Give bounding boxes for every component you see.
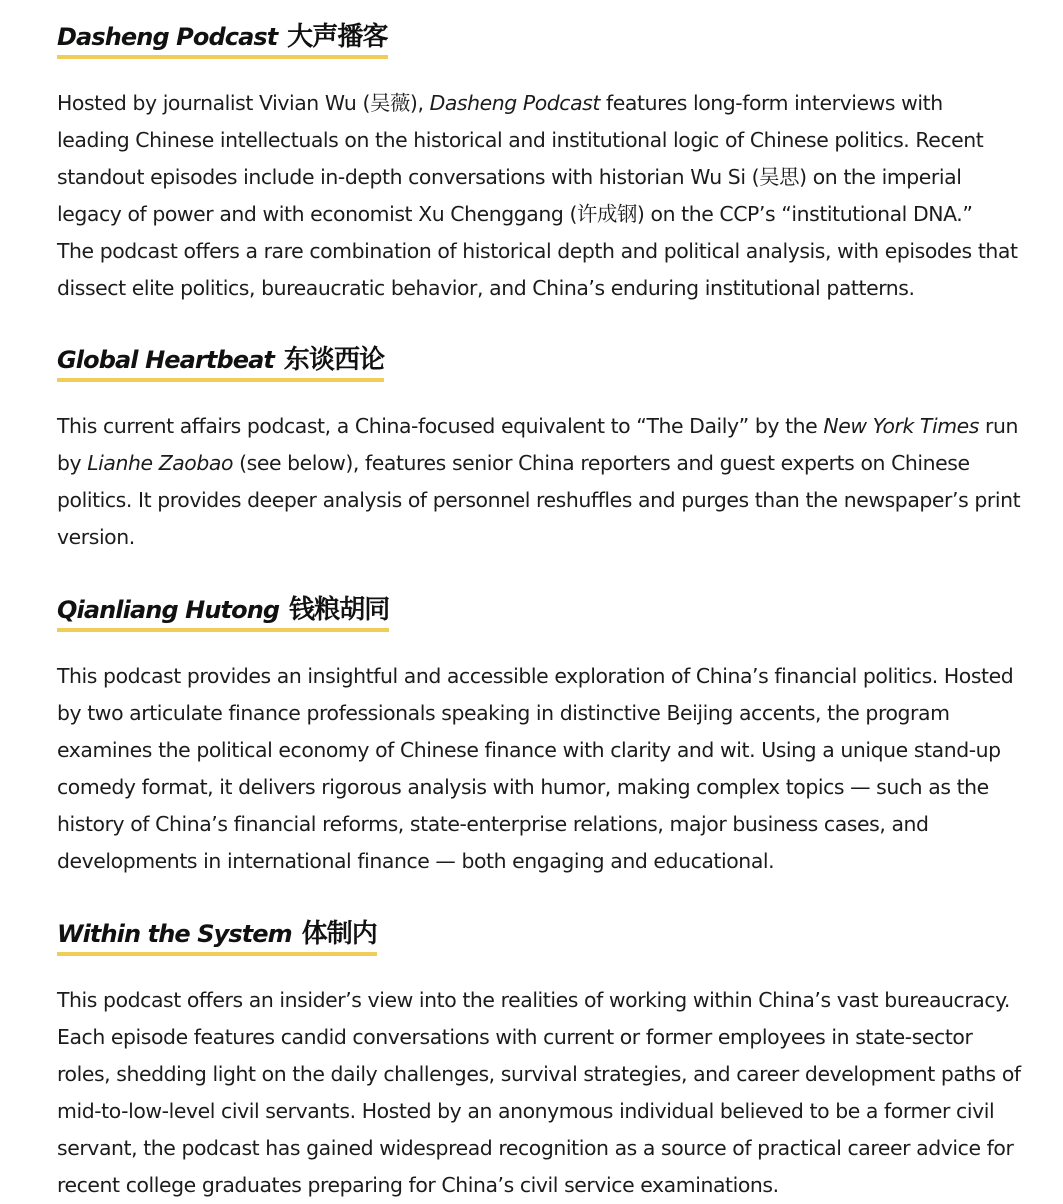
paragraph-line: examines the political economy of Chinese finance with clarity and wit. Using a unique stand-up xyxy=(57,738,1001,762)
section-heading xyxy=(57,20,388,59)
heading-title-en: Global Heartbeat xyxy=(57,346,274,374)
section-paragraph xyxy=(57,982,1043,1204)
paragraph-line: recent college graduates preparing for China’s civil service examinations. xyxy=(57,1173,779,1197)
heading-title-en: Dasheng Podcast xyxy=(57,23,278,51)
paragraph-line: This podcast offers an insider’s view into the realities of working within China’s vast bureaucracy. xyxy=(57,988,1010,1012)
paragraph-line: developments in international finance — both engaging and educational. xyxy=(57,849,775,873)
paragraph-line: Each episode features candid conversations with current or former employees in state-sector xyxy=(57,1025,973,1049)
heading-title-en: Within the System xyxy=(57,920,292,948)
publication-name-italic: New York Times xyxy=(823,414,979,438)
podcast-section-dasheng xyxy=(57,0,1043,307)
section-heading xyxy=(57,593,389,632)
podcast-name-italic: Dasheng Podcast xyxy=(429,91,600,115)
publication-name-italic: Lianhe Zaobao xyxy=(87,451,234,475)
paragraph-line: The podcast offers a rare combination of historical depth and political analysis, with episodes that xyxy=(57,239,1018,263)
paragraph-line: servant, the podcast has gained widespread recognition as a source of practical career advice for xyxy=(57,1136,1014,1160)
paragraph-line: politics. It provides deeper analysis of personnel reshuffles and purges than the newspaper’s print xyxy=(57,488,1021,512)
paragraph-line: dissect elite politics, bureaucratic behavior, and China’s enduring institutional patterns. xyxy=(57,276,915,300)
heading-title-en: Qianliang Hutong xyxy=(57,596,280,624)
paragraph-line: history of China’s financial reforms, state-enterprise relations, major business cases, and xyxy=(57,812,929,836)
paragraph-line: Hosted by journalist Vivian Wu (吴薇), Dasheng Podcast features long-form interviews with xyxy=(57,91,943,115)
podcast-section-qianliang-hutong xyxy=(57,556,1043,880)
paragraph-line: This current affairs podcast, a China-focused equivalent to “The Daily” by the New York Times run xyxy=(57,414,1019,438)
paragraph-line: standout episodes include in-depth conversations with historian Wu Si (吴思) on the imperial xyxy=(57,165,962,189)
section-heading xyxy=(57,343,384,382)
heading-title-zh: 大声播客 xyxy=(287,22,388,52)
paragraph-line: This podcast provides an insightful and accessible exploration of China’s financial politics. Hosted xyxy=(57,664,1014,688)
paragraph-line: leading Chinese intellectuals on the historical and institutional logic of Chinese politics. Recent xyxy=(57,128,984,152)
paragraph-line: version. xyxy=(57,525,135,549)
paragraph-line: by Lianhe Zaobao (see below), features senior China reporters and guest experts on Chinese xyxy=(57,451,970,475)
section-paragraph xyxy=(57,85,1043,307)
paragraph-line: legacy of power and with economist Xu Chenggang (许成钢) on the CCP’s “institutional DNA.” xyxy=(57,202,973,226)
podcast-section-global-heartbeat xyxy=(57,307,1043,556)
heading-title-zh: 体制内 xyxy=(301,919,377,949)
heading-title-zh: 钱粮胡同 xyxy=(289,595,390,625)
paragraph-line: comedy format, it delivers rigorous analysis with humor, making complex topics — such as the xyxy=(57,775,989,799)
section-heading xyxy=(57,917,377,956)
paragraph-line: by two articulate finance professionals speaking in distinctive Beijing accents, the program xyxy=(57,701,950,725)
paragraph-line: mid-to-low-level civil servants. Hosted by an anonymous individual believed to be a former civil xyxy=(57,1099,995,1123)
heading-title-zh: 东谈西论 xyxy=(283,345,385,375)
podcast-section-within-the-system xyxy=(57,880,1043,1204)
section-paragraph xyxy=(57,658,1043,880)
section-paragraph xyxy=(57,408,1043,556)
paragraph-line: roles, shedding light on the daily challenges, survival strategies, and career development paths of xyxy=(57,1062,1021,1086)
